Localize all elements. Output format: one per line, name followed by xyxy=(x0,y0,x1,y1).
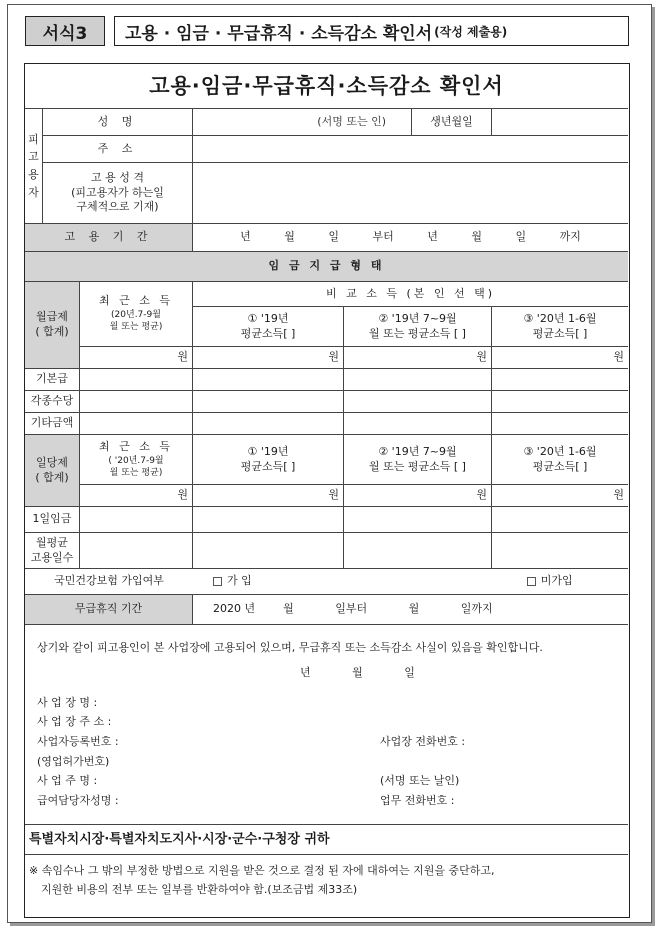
daily-label: 일당제 ( 합계) xyxy=(25,435,80,507)
daily-wage-opt3[interactable] xyxy=(492,507,628,533)
business-owner[interactable]: 사 업 주 명 : xyxy=(37,774,98,787)
header-title-note: (작성 제출용) xyxy=(434,24,508,39)
employee-section-label: 피 고 용 자 xyxy=(25,109,43,224)
header-title xyxy=(114,16,629,46)
business-license: (영업허가번호) xyxy=(37,755,110,768)
employment-type-field[interactable] xyxy=(193,163,628,224)
daily-wage-opt1[interactable] xyxy=(193,507,344,533)
allowances-opt2[interactable] xyxy=(344,391,492,413)
row-label-other: 기타금액 xyxy=(25,413,80,435)
business-address[interactable]: 사 업 장 주 소 : xyxy=(37,715,112,728)
monthly-option-2[interactable]: ② '19년 7~9월 월 또는 평균소득 [ ] xyxy=(344,307,492,347)
row-label-daily-wage: 1일임금 xyxy=(25,507,80,533)
monthly-recent-label: 최 근 소 득 xyxy=(99,294,173,308)
work-days-opt3[interactable] xyxy=(492,533,628,569)
monthly-recent-note: (20년.7-9월 월 또는 평균) xyxy=(109,310,163,333)
unpaid-leave-field[interactable] xyxy=(193,595,628,625)
checkbox-icon xyxy=(213,577,222,586)
other-opt3[interactable] xyxy=(492,413,628,435)
unpaid-leave-label: 무급휴직 기간 xyxy=(25,595,193,625)
name-label: 성 명 xyxy=(43,109,193,136)
other-opt1[interactable] xyxy=(193,413,344,435)
daily-recent-amount[interactable]: 원 xyxy=(80,485,193,507)
work-phone[interactable]: 업무 전화번호 : xyxy=(380,794,455,807)
wage-section-title: 임 금 지 급 형 태 xyxy=(25,252,628,282)
work-days-recent[interactable] xyxy=(80,533,193,569)
business-phone[interactable]: 사업장 전화번호 : xyxy=(380,735,466,748)
daily-option-3[interactable]: ③ '20년 1-6월 평균소득[ ] xyxy=(492,435,628,485)
other-recent[interactable] xyxy=(80,413,193,435)
base-pay-opt3[interactable] xyxy=(492,369,628,391)
daily-opt1-amount[interactable]: 원 xyxy=(193,485,344,507)
signature-hint: (서명 또는 인) xyxy=(317,114,386,128)
daily-opt2-amount[interactable]: 원 xyxy=(344,485,492,507)
other-opt2[interactable] xyxy=(344,413,492,435)
confirmation-form xyxy=(24,63,630,918)
birth-field[interactable] xyxy=(492,109,628,136)
unpaid-leave-year: 2020 년 xyxy=(213,602,256,616)
monthly-opt3-amount[interactable]: 원 xyxy=(492,347,628,369)
daily-recent-label: 최 근 소 득 xyxy=(99,439,173,453)
row-label-base-pay: 기본급 xyxy=(25,369,80,391)
monthly-opt1-amount[interactable]: 원 xyxy=(193,347,344,369)
confirm-text: 상기와 같이 피고용인이 본 사업장에 고용되어 있으며, 무급휴직 또는 소득감소 사실이 있음을 확인합니다. xyxy=(37,641,543,654)
allowances-opt1[interactable] xyxy=(193,391,344,413)
address-label: 주 소 xyxy=(43,136,193,163)
notice-line-1: ※ 속임수나 그 밖의 부정한 방법으로 지원을 받은 것으로 결정 된 자에 대하여는 지원을 중단하고, xyxy=(29,864,495,877)
birth-label: 생년월일 xyxy=(412,109,492,136)
insurance-label: 국민건강보험 가입여부 xyxy=(25,569,193,595)
name-field[interactable] xyxy=(193,109,412,136)
base-pay-opt2[interactable] xyxy=(344,369,492,391)
daily-recent-note: ( '20년.7-9월 월 또는 평균) xyxy=(108,455,164,478)
monthly-recent-amount[interactable]: 원 xyxy=(80,347,193,369)
payroll-manager[interactable]: 급여담당자성명 : xyxy=(37,794,119,807)
daily-wage-recent[interactable] xyxy=(80,507,193,533)
daily-opt3-amount[interactable]: 원 xyxy=(492,485,628,507)
owner-sign-hint: (서명 또는 날인) xyxy=(380,774,460,787)
work-days-opt1[interactable] xyxy=(193,533,344,569)
monthly-opt2-amount[interactable]: 원 xyxy=(344,347,492,369)
form-title: 고용·임금·무급휴직·소득감소 확인서 xyxy=(25,64,628,109)
monthly-option-1[interactable]: ① '19년 평균소득[ ] xyxy=(193,307,344,347)
daily-option-2[interactable]: ② '19년 7~9월 월 또는 평균소득 [ ] xyxy=(344,435,492,485)
notice-line-2: 지원한 비용의 전부 또는 일부를 반환하여야 함.(보조금법 제33조) xyxy=(41,883,358,896)
insurance-options xyxy=(193,569,628,595)
confirm-date[interactable]: 년 월 일 xyxy=(300,666,415,679)
addressee: 특별자치시장·특별자치도지사·시장·군수·구청장 귀하 xyxy=(25,825,628,855)
address-field[interactable] xyxy=(193,136,628,163)
monthly-label: 월급제 ( 합계) xyxy=(25,282,80,369)
row-label-work-days: 월평균 고용일수 xyxy=(25,533,80,569)
business-name[interactable]: 사 업 장 명 : xyxy=(37,696,98,709)
employment-period-label: 고 용 기 간 xyxy=(25,224,193,252)
form-number-badge: 서식3 xyxy=(25,16,105,46)
header-title-text: 고용 · 임금 · 무급휴직 · 소득감소 확인서 xyxy=(125,23,433,44)
insurance-yes-option[interactable]: 가 입 xyxy=(213,574,252,589)
base-pay-opt1[interactable] xyxy=(193,369,344,391)
employment-type-label: 고 용 성 격 (피고용자가 하는일 구체적으로 기재) xyxy=(43,163,193,224)
daily-recent-header xyxy=(80,435,193,485)
insurance-no-option[interactable]: 미가입 xyxy=(527,574,573,589)
daily-option-1[interactable]: ① '19년 평균소득[ ] xyxy=(193,435,344,485)
business-reg-no[interactable]: 사업자등록번호 : xyxy=(37,735,119,748)
unpaid-leave-range: 월 일부터 월 일까지 xyxy=(283,602,493,616)
employment-period-field[interactable]: 년 월 일 부터 년 월 일 까지 xyxy=(193,224,628,252)
allowances-recent[interactable] xyxy=(80,391,193,413)
work-days-opt2[interactable] xyxy=(344,533,492,569)
checkbox-icon xyxy=(527,577,536,586)
monthly-compare-header: 비 교 소 득 (본 인 선 택) xyxy=(193,282,628,307)
allowances-opt3[interactable] xyxy=(492,391,628,413)
base-pay-recent[interactable] xyxy=(80,369,193,391)
monthly-recent-header xyxy=(80,282,193,347)
row-label-allowances: 각종수당 xyxy=(25,391,80,413)
daily-wage-opt2[interactable] xyxy=(344,507,492,533)
monthly-option-3[interactable]: ③ '20년 1-6월 평균소득[ ] xyxy=(492,307,628,347)
